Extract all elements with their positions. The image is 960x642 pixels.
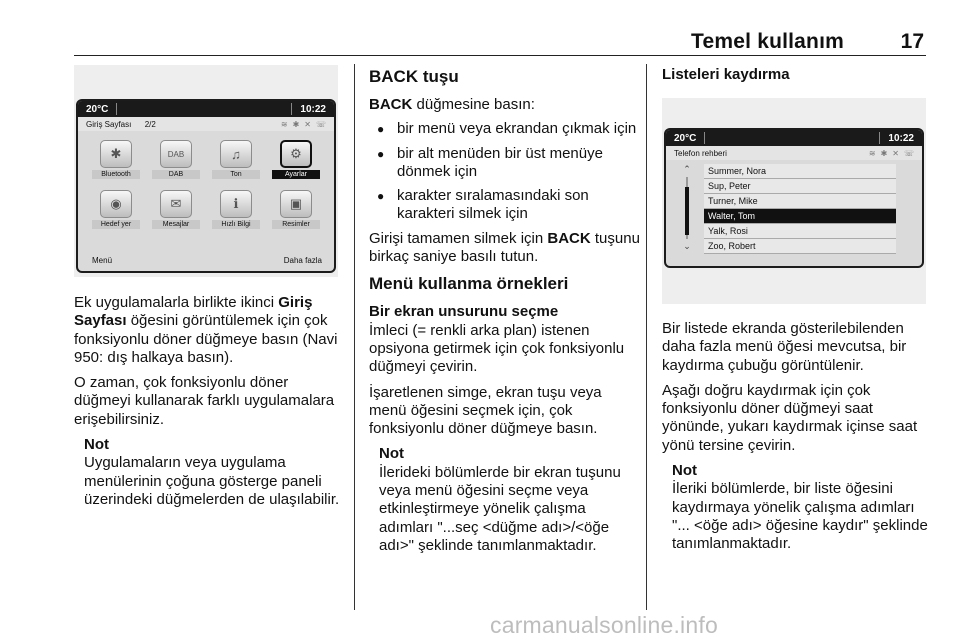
settings-gears-icon: ⚙ — [280, 140, 312, 168]
paragraph-press-knob: İşaretlenen simge, ekran tuşu veya menü öğesini seçmek için, çok fonksiyonlu döner düğmeye basın. — [369, 383, 602, 438]
menu-tile[interactable] — [272, 135, 320, 179]
clock: 10:22 — [300, 103, 326, 115]
contact-row[interactable]: Zoo, Robert — [704, 239, 896, 254]
column-3-heading-wrap — [662, 66, 932, 84]
mute-icon: ✕ — [304, 119, 311, 129]
quick-info-icon: ℹ — [220, 190, 252, 218]
bluetooth-status-icon: ✱ — [880, 148, 888, 158]
heading-scroll-lists: Listeleri kaydırma — [662, 66, 790, 83]
contact-row[interactable]: Yalk, Rosi — [704, 224, 896, 239]
contacts-subheader — [666, 146, 922, 160]
temperature: 20°C — [674, 132, 697, 144]
paragraph-scroll-direction: Aşağı doğru kaydırmak için çok fonksiyonlu döner düğmeyi saat yönünde, yukarı kaydırmak içinse saat yönü tersine çevirin. — [662, 381, 918, 454]
menu-screen — [76, 99, 336, 273]
menu-softkey[interactable]: Menü — [92, 256, 113, 265]
scrollbar[interactable] — [680, 164, 694, 252]
contact-row[interactable]: Sup, Peter — [704, 179, 896, 194]
mute-icon: ✕ — [892, 148, 899, 158]
column-2-text — [369, 62, 641, 555]
paragraph-scrollbar: Bir listede ekranda gösterilebilenden daha fazla menü öğesi mevcutsa, bir kaydırma çubuğu görüntülenir. — [662, 320, 907, 374]
clock: 10:22 — [888, 132, 914, 144]
header-rule — [74, 55, 926, 56]
note-box-1 — [74, 436, 348, 509]
bullet-item: ● bir menü veya ekrandan çıkmak için — [369, 120, 641, 138]
contact-list — [704, 164, 896, 254]
menu-tile[interactable] — [272, 185, 320, 229]
note-box-2 — [369, 445, 641, 555]
back-bullet-list — [369, 120, 641, 223]
heading-menu-examples: Menü kullanma örnekleri — [369, 274, 569, 294]
menu-grid — [92, 135, 320, 229]
contacts-screen — [664, 128, 924, 268]
note-text: Uygulamaların veya uygulama menülerinin çoğuna gösterge paneli üzerindeki düğmelerden de ulaşılabilir. — [84, 454, 340, 508]
menu-tile-label: Mesajlar — [152, 220, 200, 229]
pictures-icon: ▣ — [280, 190, 312, 218]
note-text: İleriki bölümlerde, bir liste öğesini kaydırmaya yönelik çalışma adımları "... <öğe adı> öğesine kaydır" şeklinde tanımlanmaktadır. — [672, 480, 928, 553]
bluetooth-icon: ✱ — [100, 140, 132, 168]
menu-screenshot — [74, 65, 338, 277]
subheading-select-item: Bir ekran unsurunu seçme — [369, 303, 559, 321]
menu-tile-label: DAB — [152, 170, 200, 179]
paragraph-cursor: İmleci (= renkli arka plan) istenen opsiyona getirmek için çok fonksiyonlu düğmeyi çevirin. — [369, 321, 625, 376]
menu-tile[interactable] — [152, 135, 200, 179]
heading-back-button: BACK tuşu — [369, 67, 459, 86]
header-title: Temel kullanım — [691, 30, 844, 53]
column-1-text — [74, 294, 348, 509]
scroll-down-icon[interactable]: ⌄ — [683, 241, 691, 251]
home-page-label: Giriş Sayfası — [86, 119, 132, 129]
note-label: Not — [672, 462, 697, 480]
menu-tile-label: Ton — [212, 170, 260, 179]
phonebook-title: Telefon rehberi — [674, 148, 727, 158]
menu-tile[interactable] — [212, 135, 260, 179]
tone-icon: ♫ — [220, 140, 252, 168]
phone-icon: ☏ — [315, 119, 326, 129]
back-intro: BACK düğmesine basın: — [369, 96, 535, 113]
column-3-text — [662, 320, 934, 554]
menu-tile[interactable] — [92, 135, 140, 179]
column-divider-2 — [646, 64, 647, 610]
paragraph-applications: O zaman, çok fonksiyonlu döner düğmeyi kullanarak farklı uygulamalara erişebilirsiniz. — [74, 374, 335, 428]
page-indicator: 2/2 — [144, 119, 156, 129]
contacts-screenshot — [662, 98, 926, 304]
temperature: 20°C — [86, 103, 109, 115]
menu-tile[interactable] — [92, 185, 140, 229]
menu-tile[interactable] — [212, 185, 260, 229]
wifi-icon: ≋ — [280, 119, 288, 129]
column-divider-1 — [354, 64, 355, 610]
menu-tile-label: Bluetooth — [92, 170, 140, 179]
status-bar — [78, 101, 334, 117]
bullet-item: ● bir alt menüden bir üst menüye dönmek için — [369, 145, 641, 182]
status-icons — [281, 120, 326, 129]
scroll-thumb[interactable] — [685, 187, 689, 235]
note-box-3 — [662, 462, 934, 553]
dab-radio-icon: DAB — [160, 140, 192, 168]
menu-tile[interactable] — [152, 185, 200, 229]
status-bar — [666, 130, 922, 146]
menu-tile-label: Hızlı Bilgi — [212, 220, 260, 229]
wifi-icon: ≋ — [868, 148, 876, 158]
phone-icon: ☏ — [903, 148, 914, 158]
menu-subheader — [78, 117, 334, 131]
paragraph-hold-back: Girişi tamamen silmek için BACK tuşunu birkaç saniye basılı tutun. — [369, 229, 640, 266]
messages-icon: ✉ — [160, 190, 192, 218]
note-label: Not — [84, 436, 109, 454]
destination-globe-icon: ◉ — [100, 190, 132, 218]
status-icons — [869, 149, 914, 158]
watermark: carmanualsonline.info — [490, 612, 718, 638]
more-softkey[interactable]: Daha fazla — [283, 256, 322, 265]
paragraph-home-page: Ek uygulamalarla birlikte ikinci Giriş Sayfası öğesini görüntülemek için çok fonksiyonlu döner düğmeye basın (Navi 950: dış halkaya basın). — [74, 294, 338, 366]
page-number: 17 — [900, 30, 924, 53]
scroll-up-icon[interactable]: ⌃ — [683, 164, 691, 174]
menu-tile-label: Resimler — [272, 220, 320, 229]
note-text: İlerideki bölümlerde bir ekran tuşunu veya menü öğesini seçme veya etkinleştirmeye yönelik çalışma adımları "...seç <düğme adı>/<öğe adı>" şeklinde tanımlanmaktadır. — [379, 463, 621, 554]
contact-row[interactable]: Summer, Nora — [704, 164, 896, 179]
menu-tile-label: Ayarlar — [272, 170, 320, 179]
contact-row[interactable]: Walter, Tom — [704, 209, 896, 224]
scroll-track — [686, 177, 688, 239]
bullet-item: ● karakter sıralamasındaki son karakteri silmek için — [369, 187, 641, 224]
contact-row[interactable]: Turner, Mike — [704, 194, 896, 209]
note-label: Not — [379, 445, 404, 463]
bluetooth-status-icon: ✱ — [292, 119, 300, 129]
menu-footer — [92, 256, 322, 265]
menu-tile-label: Hedef yer — [92, 220, 140, 229]
